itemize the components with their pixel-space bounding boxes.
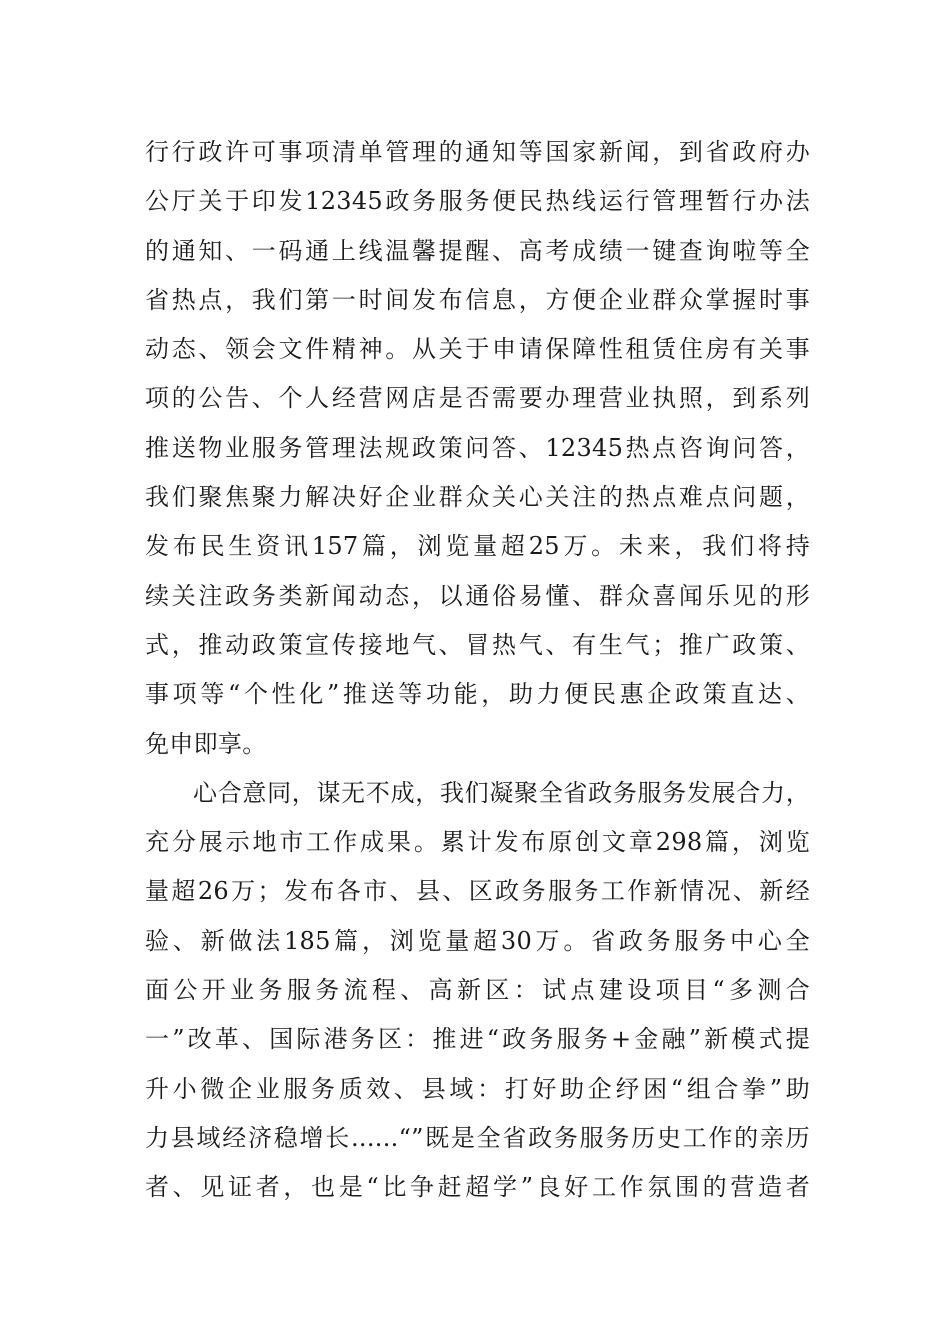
text-line: 升小微企业服务质效、县域：打好助企纾困“组合拳”助 <box>145 1074 810 1103</box>
document-body <box>145 128 810 1213</box>
text-line: 的通知、一码通上线温馨提醒、高考成绩一键查询啦等全 <box>145 236 810 265</box>
text-line: 动态、领会文件精神。从关于申请保障性租赁住房有关事 <box>145 335 810 364</box>
text-line: 验、新做法185篇，浏览量超30万。省政务服务中心全 <box>145 926 810 955</box>
text-line: 行行政许可事项清单管理的通知等国家新闻，到省政府办 <box>145 138 810 166</box>
text-line: 我们聚焦聚力解决好企业群众关心关注的热点难点问题， <box>145 483 810 512</box>
text-line: 事项等“个性化”推送等功能，助力便民惠企政策直达、 <box>145 680 810 709</box>
text-line: 量超26万；发布各市、县、区政务服务工作新情况、新经 <box>145 877 810 906</box>
text-line: 心合意同，谋无不成，我们凝聚全省政务服务发展合力， <box>193 778 810 807</box>
text-line: 面公开业务服务流程、高新区：试点建设项目“多测合 <box>145 976 810 1005</box>
text-line: 公厅关于印发12345政务服务便民热线运行管理暂行办法 <box>145 187 810 216</box>
text-line: 免申即享。 <box>145 729 267 758</box>
paragraph-2 <box>145 769 810 1213</box>
text-line: 充分展示地市工作成果。累计发布原创文章298篇，浏览 <box>145 828 810 857</box>
text-line: 力县域经济稳增长......“”既是全省政务服务历史工作的亲历 <box>145 1123 810 1152</box>
text-line: 省热点，我们第一时间发布信息，方便企业群众掌握时事 <box>145 285 810 314</box>
text-line: 续关注政务类新闻动态，以通俗易懂、群众喜闻乐见的形 <box>145 581 810 610</box>
text-line: 推送物业服务管理法规政策问答、12345热点咨询问答， <box>145 433 810 462</box>
paragraph-1 <box>145 128 810 769</box>
text-line: 一”改革、国际港务区：推进“政务服务+金融”新模式提 <box>145 1025 810 1054</box>
text-line: 式，推动政策宣传接地气、冒热气、有生气；推广政策、 <box>145 630 810 659</box>
text-line: 发布民生资讯157篇，浏览量超25万。未来，我们将持 <box>145 532 810 561</box>
text-line: 项的公告、个人经营网店是否需要办理营业执照，到系列 <box>145 384 810 413</box>
text-line: 者、见证者，也是“比争赶超学”良好工作氛围的营造者 <box>145 1173 810 1202</box>
